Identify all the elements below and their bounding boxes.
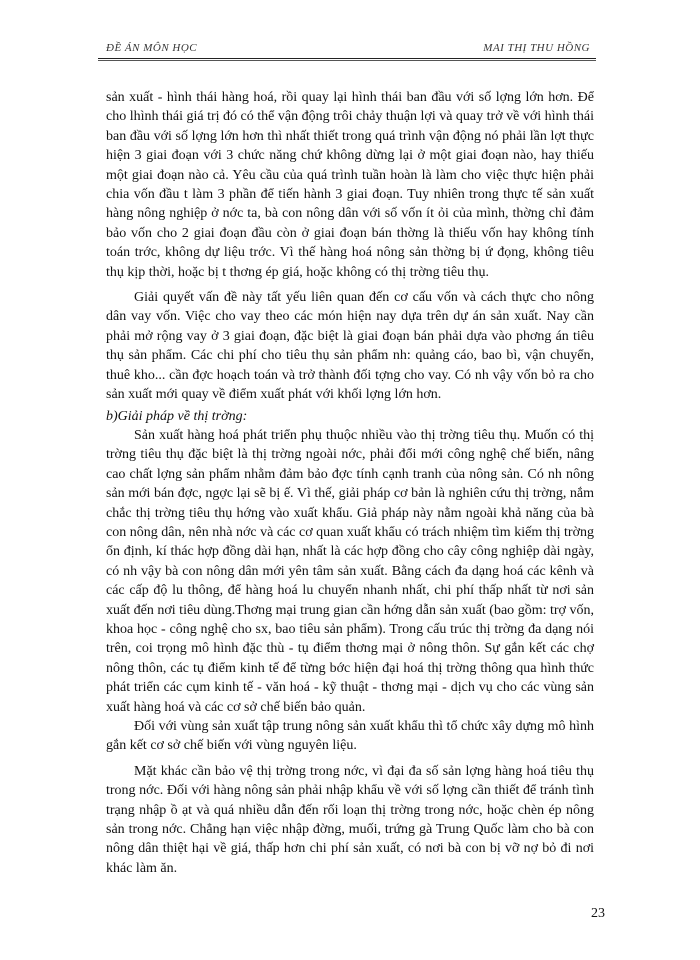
paragraph-capital-circulation: sản xuất - hình thái hàng hoá, rồi quay lại hình thái ban đầu với số lợng lớn hơn. Để cho lhình thái giá trị đó có thể vận động trôi chảy thuận lợi và quay trở về với hình thái ban đầu với số lợng lớn hơn thì nhất thiết trong quá trình vận động nó phải lần lợt thực hiện 3 giai đoạn với 3 chức năng chứ không dừng lại ở một giai đoạn nào, hay thiếu một giai đoạn nào cả. Yêu cầu của quá trình tuần hoàn là làm cho việc thực hiện phải chia vốn đầu t làm 3 phần để tiến hành 3 giai đoạn. Tuy nhiên trong thực tế sản xuất hàng nông nghiệp ở nớc ta, bà con nông dân với số vốn ít ỏi của mình, thờng chỉ đảm bảo vốn cho 2 giai đoạn đầu còn ở giai đoạn bán thờng là thiếu vốn hay không tính toán trớc, không dự liệu trớc. Vì thế hàng hoá nông sản thờng bị ứ đọng, không tiêu thụ kịp thời, hoặc bị t thơng ép giá, hoặc không có thị trờng tiêu thụ.	[106, 90, 594, 280]
paragraph-market-development: Sản xuất hàng hoá phát triển phụ thuộc nhiều vào thị trờng tiêu thụ. Muốn có thị trờng tiêu thụ đặc biệt là thị trờng ngoài nớc, phải đổi mới công nghệ chế biến, nâng cao chất lợng sản phẩm nhằm đảm bảo đợc tính cạnh tranh của nông sản. Có nh nông sản mới bán đợc, ngợc lại sẽ bị ế. Vì thế, giải pháp cơ bản là nghiên cứu thị trờng, nắm chắc thị trờng tiêu thụ hớng vào xuất khẩu. Giả pháp này nằm ngoài khả năng của bà con nông dân, nên nhà nớc và các cơ quan xuất khẩu có trách nhiệm tìm kiếm thị trờng ổn định, kí thác hợp đồng dài hạn, nhất là các hợp đồng cho cây công nghiệp dài ngày, có nh vậy bà con nông dân mới yên tâm sản xuất. Bằng cách đa dạng hoá các kênh và các cấp độ lu thông, để hàng hoá lu chuyển nhanh nhất, chi phí thấp nhất từ nơi sản xuất đến nơi tiêu dùng.Thơng mại trung gian cần hớng dẫn sản xuất (bao gồm: trợ vốn, khoa học - công nghệ cho sx, bao tiêu sản phẩm). Trong cấu trúc thị trờng đa dạng nói trên, coi trọng mô hình đặc thù - tụ điểm thơng mại ở nông thôn. Sự gắn kết các chợ nông thôn, các tụ điểm kinh tế để từng bớc hiện đại hoá thị trờng thông qua hình thức phát triển các cụm kinh tế - văn hoá - kỹ thuật - thơng mại - dịch vụ cho các vùng sản xuất hàng hoá và các cơ sở chế biến bảo quản.	[106, 427, 594, 715]
page-number: 23	[591, 906, 605, 921]
paragraph-export-regions: Đối với vùng sản xuất tập trung nông sản xuất khẩu thì tổ chức xây dựng mô hình gắn kết cơ sở chế biến với vùng nguyên liệu.	[106, 719, 594, 754]
paragraph-domestic-protection: Mặt khác cần bảo vệ thị trờng trong nớc, vì đại đa số sản lợng hàng hoá tiêu thụ trong nớc. Đối với hàng nông sản phải nhập khẩu về với số lợng cần thiết để tránh tình trạng nhập ồ ạt và quá nhiều dẫn đến rối loạn thị trờng trong nớc, hoặc chèn ép nông sản trong nớc. Chẳng hạn việc nhập đờng, muối, trứng gà Trung Quốc làm cho bà con nông dân thiệt hại về giá, thấp hơn chi phí sản xuất, có nơi bà con bị vỡ nợ bỏ đi nơi khác làm ăn.	[106, 763, 594, 876]
header-rule	[98, 58, 596, 61]
body-text	[106, 88, 594, 878]
header-course-title: ĐỀ ÁN MÔN HỌC	[106, 42, 198, 54]
header-author-name: MAI THỊ THU HỒNG	[483, 42, 590, 54]
section-heading-market-solution: b)Giải pháp về thị trờng:	[106, 408, 248, 424]
running-header	[98, 40, 598, 58]
paragraph-loan-structure: Giải quyết vấn đề này tất yếu liên quan đến cơ cấu vốn và cách thực cho nông dân vay vốn. Việc cho vay theo các món hiện nay dựa trên dự án sản xuất. Nay cần phải mở rộng vay ở 3 giai đoạn, đặc biệt là giai đoạn bán phải dựa vào phơng án tiêu thụ sản phẩm. Các chi phí cho tiêu thụ sản phẩm nh: quảng cáo, bao bì, vận chuyển, thuê kho... cần đợc hoạch toán và trở thành đối tợng cho vay. Có nh vậy vốn bỏ ra cho sản xuất mới quay về điểm xuất phát với khối lợng lớn hơn.	[106, 290, 594, 403]
